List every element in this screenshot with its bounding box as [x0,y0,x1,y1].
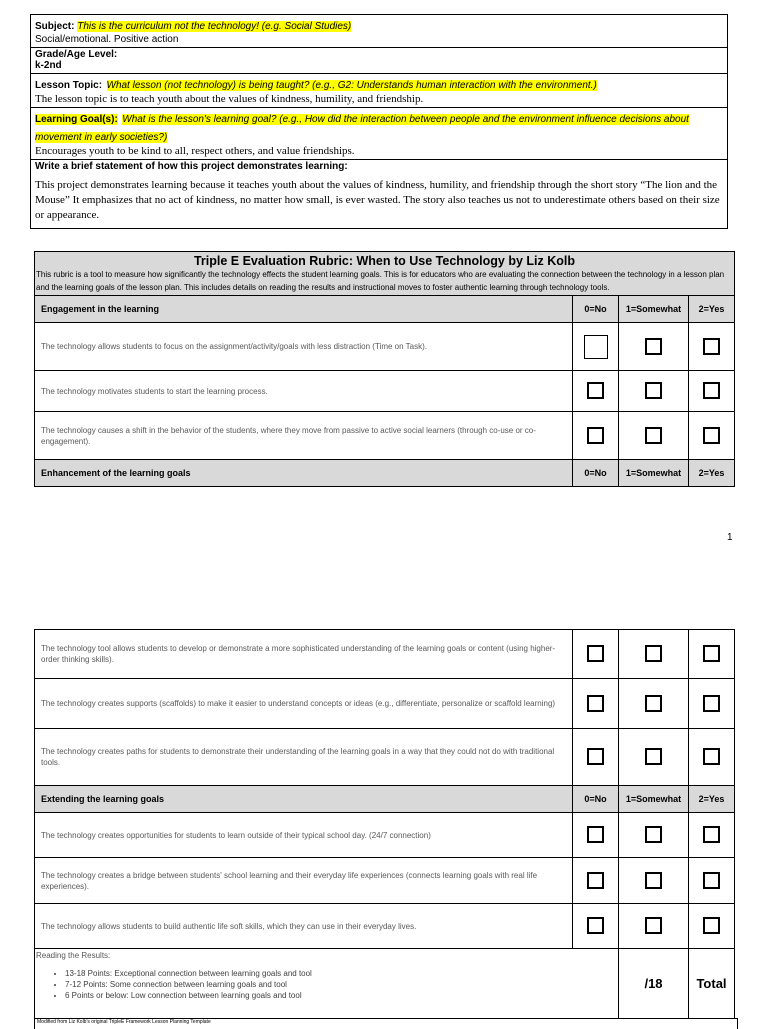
subject-row: Subject: This is the curriculum not the technology! (e.g. Social Studies) Social/emotional. Positive action [31,15,727,48]
criterion-row [35,371,735,412]
col-header-no: 0=No [573,460,619,487]
checkbox-no[interactable] [584,335,608,359]
checkbox-yes[interactable] [703,382,720,399]
col-header-somewhat: 1=Somewhat [619,786,689,813]
section-row-engagement [35,296,735,323]
criterion-text: The technology allows students to focus on the assignment/activity/goals with less distraction (Time on Task). [35,323,573,371]
checkbox-somewhat[interactable] [645,427,662,444]
criterion-row [35,679,735,729]
page-number: 1 [727,532,733,543]
grade-label: Grade/Age Level: [35,49,118,60]
grade-value: k-2nd [35,60,62,71]
checkbox-somewhat[interactable] [645,872,662,889]
topic-row [31,74,727,108]
subject-hint: This is the curriculum not the technology! (e.g. Social Studies) [77,21,352,32]
rubric-table-page2 [34,629,735,1019]
subject-label: Subject [35,21,72,32]
col-header-yes: 2=Yes [689,786,735,813]
footer-note: Modified from Liz Kolb's original TripleE Framework Lesson Planning Template [34,1018,738,1029]
topic-value: The lesson topic is to teach youth about the values of kindness, humility, and friendship. [35,93,424,105]
checkbox-no[interactable] [587,427,604,444]
checkbox-yes[interactable] [703,427,720,444]
criterion-row [35,813,735,858]
reading-results-row [35,949,735,1019]
statement-value: This project demonstrates learning because it teaches youth about the values of kindness, humility, and friendship through the short story “The lion and the Mouse” It emphasizes that no act of kindness, no matter how small, is ever wasted. The story also teaches us not to underestimate others based on their size or appearance. [35,179,720,221]
criterion-text: The technology creates supports (scaffolds) to make it easier to understand concepts or ideas (e.g., differentiate, personalize or scaffold learning) [35,679,573,729]
criterion-text: The technology creates a bridge between students' school learning and their everyday life experiences (connects learning goals with real life experiences). [35,858,573,904]
section-heading-extending: Extending the learning goals [35,786,573,813]
checkbox-no[interactable] [587,748,604,765]
col-header-somewhat: 1=Somewhat [619,296,689,323]
col-header-no: 0=No [573,296,619,323]
list-item: • 7-12 Points: Some connection between learning goals and tool [65,979,618,990]
checkbox-somewhat[interactable] [645,382,662,399]
criterion-text: The technology tool allows students to develop or demonstrate a more sophisticated understanding of the learning goals or content (using higher-order thinking skills). [35,630,573,679]
checkbox-yes[interactable] [703,826,720,843]
criterion-row [35,729,735,786]
statement-row [31,160,727,228]
lesson-info-table [30,14,728,229]
criterion-text: The technology motivates students to start the learning process. [35,371,573,412]
checkbox-yes[interactable] [703,338,720,355]
checkbox-somewhat[interactable] [645,645,662,662]
col-header-somewhat: 1=Somewhat [619,460,689,487]
checkbox-no[interactable] [587,695,604,712]
criterion-row [35,323,735,371]
total-label: Total [689,949,735,1019]
topic-hint: What lesson (not technology) is being taught? (e.g., G2: Understands human interaction with the environment.) [106,80,597,91]
rubric-title: Triple E Evaluation Rubric: When to Use Technology by Liz Kolb [193,254,576,268]
subject-value: Social/emotional. Positive action [35,34,179,45]
section-heading-engagement: Engagement in the learning [35,296,573,323]
topic-label: Lesson Topic: [35,80,103,91]
checkbox-no[interactable] [587,872,604,889]
section-row-enhancement [35,460,735,487]
checkbox-yes[interactable] [703,645,720,662]
checkbox-no[interactable] [587,382,604,399]
goal-label: Learning Goal(s): [35,114,118,125]
checkbox-somewhat[interactable] [645,338,662,355]
checkbox-yes[interactable] [703,695,720,712]
checkbox-yes[interactable] [703,872,720,889]
col-header-yes: 2=Yes [689,460,735,487]
reading-results-label: Reading the Results: [36,951,111,960]
section-heading-enhancement: Enhancement of the learning goals [35,460,573,487]
grade-row [31,48,727,74]
checkbox-somewhat[interactable] [645,917,662,934]
col-header-yes: 2=Yes [689,296,735,323]
rubric-intro: This rubric is a tool to measure how significantly the technology effects the student learning goals. This is for educators who are evaluating the connection between the technology in a lesson plan and the learning goals of the lesson plan. This includes details on reading the results and instructional moves to foster authentic learning through technology tools. [36,270,725,292]
rubric-header [35,252,735,296]
goal-value: Encourages youth to be kind to all, respect others, and value friendships. [35,145,355,157]
reading-results-cell [35,949,619,1019]
criterion-row [35,630,735,679]
list-item: • 6 Points or below: Low connection between learning goals and tool [65,990,618,1001]
checkbox-no[interactable] [587,645,604,662]
checkbox-somewhat[interactable] [645,695,662,712]
col-header-no: 0=No [573,786,619,813]
criterion-row [35,858,735,904]
checkbox-yes[interactable] [703,917,720,934]
goal-row [31,108,727,160]
rubric-table-page1 [34,251,735,487]
checkbox-yes[interactable] [703,748,720,765]
criterion-text: The technology creates paths for students to demonstrate their understanding of the learning goals in a way that they could not do with traditional tools. [35,729,573,786]
section-row-extending [35,786,735,813]
statement-label: Write a brief statement of how this project demonstrates learning: [35,161,348,172]
checkbox-no[interactable] [587,917,604,934]
checkbox-somewhat[interactable] [645,826,662,843]
score-out-of: /18 [619,949,689,1019]
checkbox-somewhat[interactable] [645,748,662,765]
criterion-text: The technology creates opportunities for students to learn outside of their typical school day. (24/7 connection) [35,813,573,858]
checkbox-no[interactable] [587,826,604,843]
criterion-row [35,412,735,460]
reading-results-list [35,968,618,1001]
goal-hint: What is the lesson's learning goal? (e.g., How did the interaction between people and the environment influence decisions about movement in early societies?) [35,114,689,143]
criterion-text: The technology allows students to build authentic life soft skills, which they can use in their everyday lives. [35,904,573,949]
criterion-text: The technology causes a shift in the behavior of the students, where they move from passive to active social learners (through co-use or co-engagement). [35,412,573,460]
list-item: • 13-18 Points: Exceptional connection between learning goals and tool [65,968,618,979]
criterion-row [35,904,735,949]
